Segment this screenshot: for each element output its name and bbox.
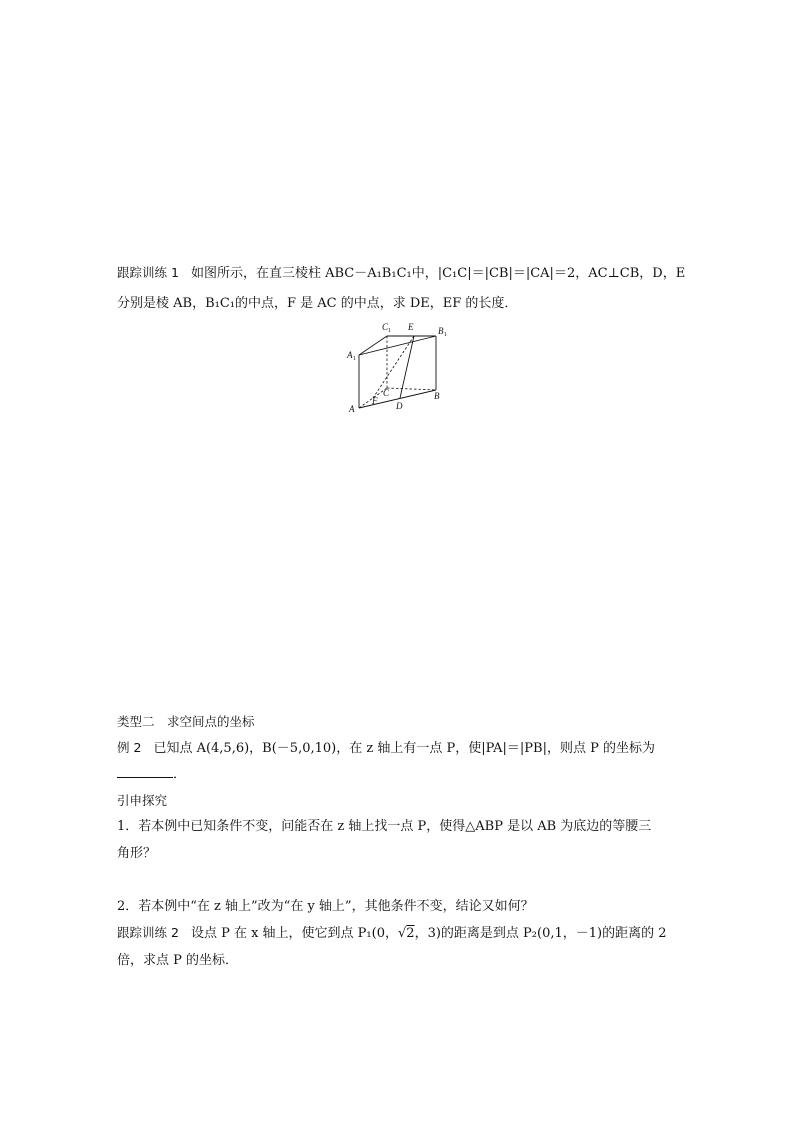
edge-cb — [387, 388, 436, 390]
label-a: A — [349, 404, 355, 414]
label-c: C — [383, 388, 390, 398]
example2-label: 例 2 — [117, 740, 142, 755]
extension-q1-line1: 1．若本例中已知条件不变，问能否在 z 轴上找一点 P，使得△ABP 是以 AB 为底边的等腰三 — [117, 819, 652, 834]
answer-blank — [117, 765, 173, 778]
label-c1: C — [382, 322, 389, 332]
extension-q1-line2: 角形？ — [117, 846, 157, 861]
example2-end: ． — [173, 767, 187, 782]
label-e: E — [408, 322, 414, 332]
exercise2-line1 — [117, 924, 667, 943]
edge-a1c1 — [359, 336, 387, 355]
prism-figure — [340, 318, 460, 418]
label-c1-sub: 1 — [388, 328, 391, 334]
exercise2-label: 跟踪训练 2 — [117, 925, 179, 940]
sqrt-value: 2 — [406, 926, 415, 941]
exercise1-line2: 分别是棱 AB，B₁C₁的中点，F 是 AC 的中点，求 DE，EF 的长度． — [117, 296, 518, 311]
example2-line2 — [117, 765, 186, 784]
section2-title: 类型二 求空间点的坐标 — [117, 714, 255, 729]
label-a1-sub: 1 — [353, 356, 356, 362]
exercise1-line1 — [117, 264, 685, 283]
label-b: B — [434, 391, 440, 401]
edge-a1b1 — [359, 336, 436, 355]
label-b1: B — [438, 326, 444, 336]
label-a1: A — [347, 350, 353, 360]
segment-ef — [373, 336, 414, 398]
extension-q2: 2．若本例中“在 z 轴上”改为“在 y 轴上”，其他条件不变，结论又如何？ — [117, 899, 534, 914]
exercise2-line2: 倍，求点 P 的坐标． — [117, 953, 239, 968]
exercise2-text-b: ，3)的距离是到点 P₂(0,1，－1)的距离的 2 — [414, 926, 667, 941]
sqrt-sign: √ — [397, 926, 407, 941]
extension-title: 引申探究 — [117, 793, 168, 808]
example2-line1 — [117, 739, 655, 758]
exercise1-text1: 如图所示，在直三棱柱 ABC－A₁B₁C₁中，|C₁C|＝|CB|＝|CA|＝2，AC⊥CB，D，E — [190, 266, 686, 281]
example2-text: 已知点 A(4,5,6)，B(－5,0,10)，在 z 轴上有一点 P，使|PA|＝|PB|，则点 P 的坐标为 — [153, 741, 655, 756]
exercise1-label: 跟踪训练 1 — [117, 265, 179, 280]
label-f: F — [372, 396, 378, 406]
exercise2-text-a: 设点 P 在 x 轴上，使它到点 P₁(0， — [190, 926, 398, 941]
label-d: D — [396, 401, 403, 411]
label-b1-sub: 1 — [444, 332, 447, 338]
